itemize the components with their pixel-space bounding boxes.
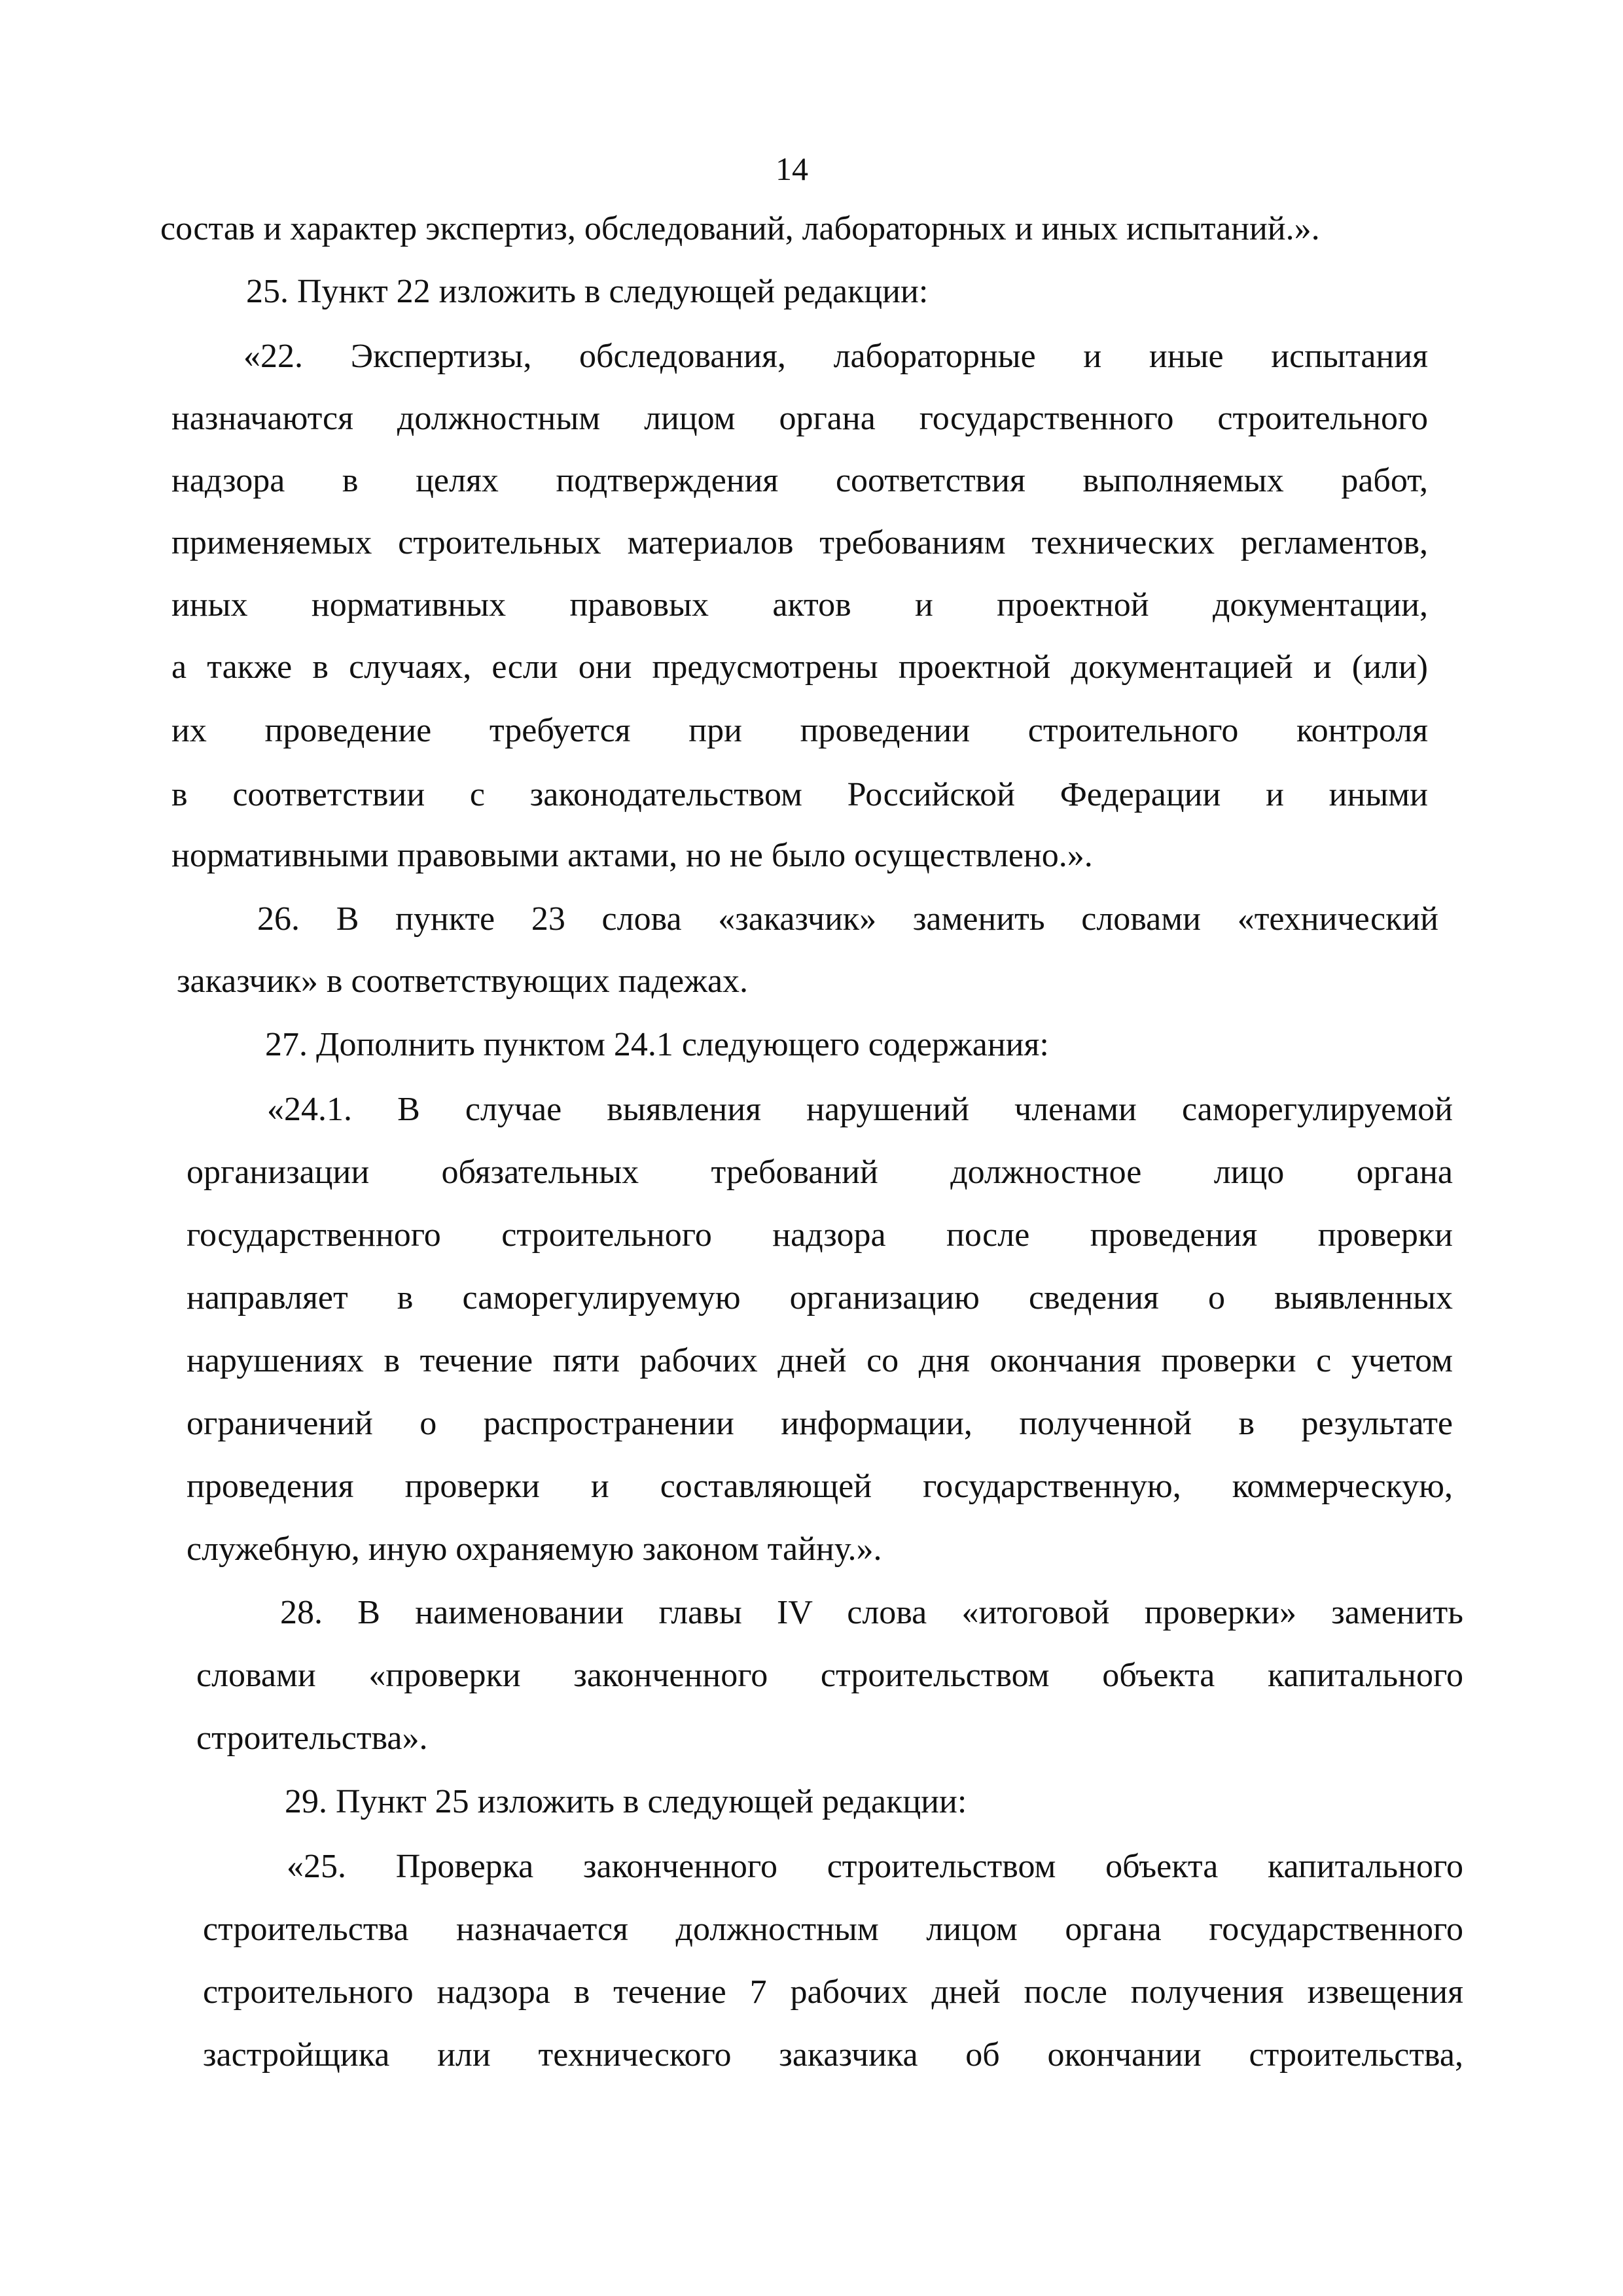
text-line: надзора в целях подтверждения соответствия выполняемых работ, bbox=[171, 462, 1428, 499]
text-line: 25. Пункт 22 изложить в следующей редакции: bbox=[246, 273, 929, 310]
text-line: словами «проверки законченного строительством объекта капитального bbox=[196, 1657, 1463, 1694]
text-line: их проведение требуется при проведении строительного контроля bbox=[171, 712, 1428, 749]
text-line: проведения проверки и составляющей государственную, коммерческую, bbox=[187, 1468, 1453, 1505]
text-line: 28. В наименовании главы IV слова «итоговой проверки» заменить bbox=[280, 1594, 1463, 1631]
text-line: 29. Пункт 25 изложить в следующей редакции: bbox=[285, 1783, 967, 1820]
text-line: заказчик» в соответствующих падежах. bbox=[177, 963, 749, 1000]
text-line: направляет в саморегулируемую организацию сведения о выявленных bbox=[187, 1279, 1453, 1316]
text-line: строительства». bbox=[196, 1720, 428, 1757]
text-line: а также в случаях, если они предусмотрены проектной документацией и (или) bbox=[171, 648, 1428, 686]
text-line: организации обязательных требований должностное лицо органа bbox=[187, 1154, 1453, 1191]
text-line: «24.1. В случае выявления нарушений членами саморегулируемой bbox=[267, 1091, 1453, 1128]
text-line: состав и характер экспертиз, обследований, лабораторных и иных испытаний.». bbox=[160, 210, 1320, 247]
text-line: застройщика или технического заказчика об окончании строительства, bbox=[203, 2036, 1463, 2074]
text-line: 27. Дополнить пунктом 24.1 следующего содержания: bbox=[265, 1026, 1049, 1063]
text-line: «22. Экспертизы, обследования, лабораторные и иные испытания bbox=[243, 338, 1428, 375]
text-line: нормативными правовыми актами, но не было осуществлено.». bbox=[171, 837, 1093, 874]
text-line: иных нормативных правовых актов и проектной документации, bbox=[171, 586, 1428, 624]
text-line: нарушениях в течение пяти рабочих дней со дня окончания проверки с учетом bbox=[187, 1342, 1453, 1379]
text-line: применяемых строительных материалов требованиям технических регламентов, bbox=[171, 524, 1428, 561]
text-line: строительства назначается должностным лицом органа государственного bbox=[203, 1911, 1463, 1948]
page-number: 14 bbox=[776, 150, 808, 187]
text-line: назначаются должностным лицом органа государственного строительного bbox=[171, 400, 1428, 437]
text-line: ограничений о распространении информации, полученной в результате bbox=[187, 1405, 1453, 1442]
text-line: в соответствии с законодательством Российской Федерации и иными bbox=[171, 776, 1428, 813]
text-line: служебную, иную охраняемую законом тайну.». bbox=[187, 1530, 882, 1568]
text-line: 26. В пункте 23 слова «заказчик» заменить словами «технический bbox=[257, 900, 1438, 938]
text-line: «25. Проверка законченного строительством объекта капитального bbox=[287, 1848, 1463, 1885]
text-line: строительного надзора в течение 7 рабочих дней после получения извещения bbox=[203, 1973, 1463, 2011]
text-line: государственного строительного надзора после проведения проверки bbox=[187, 1216, 1453, 1254]
